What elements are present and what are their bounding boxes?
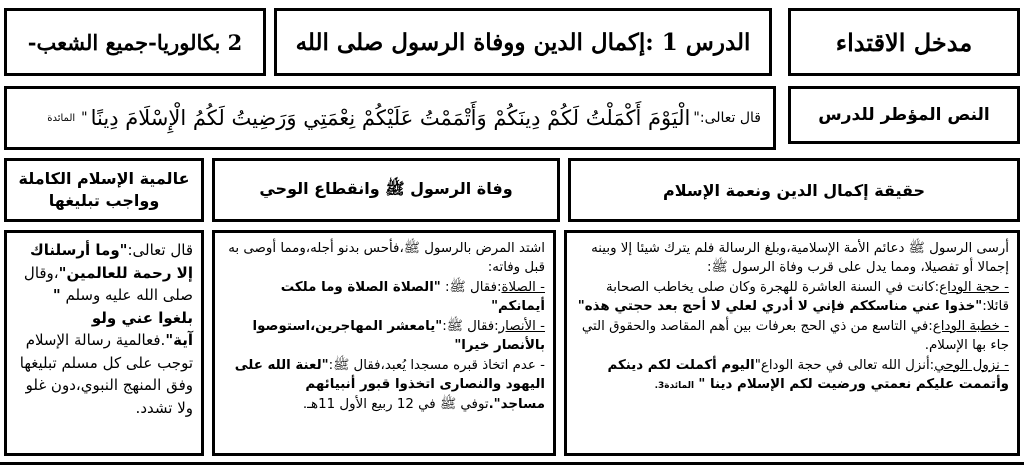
col2-item2-text: :فقال ﷺ: bbox=[442, 318, 499, 334]
lesson-title-box bbox=[274, 8, 772, 76]
col1-heading: حقيقة إكمال الدين ونعمة الإسلام bbox=[662, 180, 926, 200]
col3-body bbox=[4, 230, 204, 456]
col3-end: .فعالمية رسالة الإسلام توجب على كل مسلم تبليغها وفق المنهج النبوي،دون غلو ولا تشدد. bbox=[19, 331, 193, 417]
level-box bbox=[4, 8, 266, 76]
framing-intro: قال تعالى:" bbox=[693, 110, 761, 126]
framing-source: المائدة bbox=[47, 112, 76, 124]
col2-item2-quote: "يامعشر المهاجرين،استوصوا بالأنصار خيرا" bbox=[252, 318, 545, 354]
col2-item3-end: توفي ﷺ في 12 ربيع الأول 11هـ. bbox=[302, 396, 489, 412]
col2-body bbox=[212, 230, 556, 456]
col2-item3-quote: "لعنة الله على اليهود والنصارى اتخذوا قبور أنبيائهم مساجد". bbox=[234, 357, 545, 412]
entry-label-box bbox=[788, 8, 1020, 76]
framing-label-box bbox=[788, 86, 1020, 144]
bottom-rule bbox=[0, 462, 1024, 465]
col1-item3-source: المائدة3. bbox=[654, 381, 695, 392]
lesson-title: الدرس 1 :إكمال الدين ووفاة الرسول صلى الله bbox=[295, 28, 751, 56]
col1-item3-label: - نزول الوحي bbox=[934, 357, 1009, 373]
col2-intro: اشتد المرض بالرسول ﷺ،فأحس بدنو أجله،ومما أوصى به قبل وفاته: bbox=[228, 241, 545, 276]
col3-intro: قال تعالى: bbox=[127, 241, 193, 259]
col2-item1-label: - الصلاة bbox=[501, 279, 545, 295]
col1-body bbox=[564, 230, 1020, 456]
framing-verse: الْيَوْمَ أَكْمَلْتُ لَكُمْ دِينَكُمْ وَأَتْمَمْتُ عَلَيْكُمْ نِعْمَتِي وَرَضِيتُ لَكُمُ الْإِسْلَامَ دِينًا bbox=[90, 106, 691, 130]
col3-quote2: " بلغوا عني ولو آية" bbox=[52, 286, 193, 349]
col1-heading-box bbox=[568, 158, 1020, 222]
framing-close: " bbox=[81, 110, 88, 126]
col1-item2-label: - خطبة الوداع bbox=[932, 318, 1009, 334]
col2-heading: وفاة الرسول ﷺ وانقطاع الوحي bbox=[259, 178, 513, 198]
col3-mid: ،وقال صلى الله عليه وسلم bbox=[23, 263, 193, 304]
col3-heading-line1: عالمية الإسلام الكاملة bbox=[18, 169, 190, 189]
col1-item3-text: :أنزل الله تعالى في حجة الوداع" bbox=[754, 357, 935, 373]
framing-text-box bbox=[4, 86, 776, 150]
col2-heading-box bbox=[212, 158, 560, 222]
col2-item1-quote: "الصلاة الصلاة وما ملكت أيمانكم" bbox=[280, 279, 545, 315]
col3-heading-box bbox=[4, 158, 204, 222]
col1-intro: أرسى الرسول ﷺ دعائم الأمة الإسلامية،وبلغ الرسالة فلم يترك شيئا إلا وبينه إجمالا أو تفصيلا، ومما يدل على قرب وفاة الرسول ﷺ: bbox=[591, 241, 1009, 276]
col1-item3-quote: اليوم أكملت لكم دينكم وأتممت عليكم نعمتي ورضيت لكم الإسلام دينا " bbox=[607, 357, 1009, 393]
col1-item1-text: :كانت في السنة العاشرة للهجرة وكان صلى يخاطب الصحابة قائلا: bbox=[606, 279, 1009, 315]
col2-item1-text: :فقال ﷺ: bbox=[440, 279, 502, 295]
entry-label: مدخل الاقتداء bbox=[835, 27, 973, 57]
col1-item2-text: :في التاسع من ذي الحج بعرفات بين أهم المقاصد والحقوق التي جاء بها الإسلام. bbox=[581, 318, 1009, 354]
col3-heading-line2: وواجب تبليغها bbox=[48, 191, 160, 210]
col3-quote1: "وما أرسلناك إلا رحمة للعالمين" bbox=[30, 241, 193, 282]
col1-item1-quote: "خذوا عني مناسككم فإني لا أدري لعلي لا أحج بعد حجتي هذه" bbox=[577, 299, 983, 315]
level-label: 2 بكالوريا-جميع الشعب- bbox=[27, 29, 243, 55]
col2-item3-text: - عدم اتخاذ قبره مسجدا يُعبد،فقال ﷺ: bbox=[328, 357, 545, 373]
col1-item1-label: - حجة الوداع bbox=[939, 279, 1009, 295]
framing-label: النص المؤطر للدرس bbox=[818, 105, 990, 125]
col2-item2-label: - الأنصار bbox=[498, 318, 545, 334]
